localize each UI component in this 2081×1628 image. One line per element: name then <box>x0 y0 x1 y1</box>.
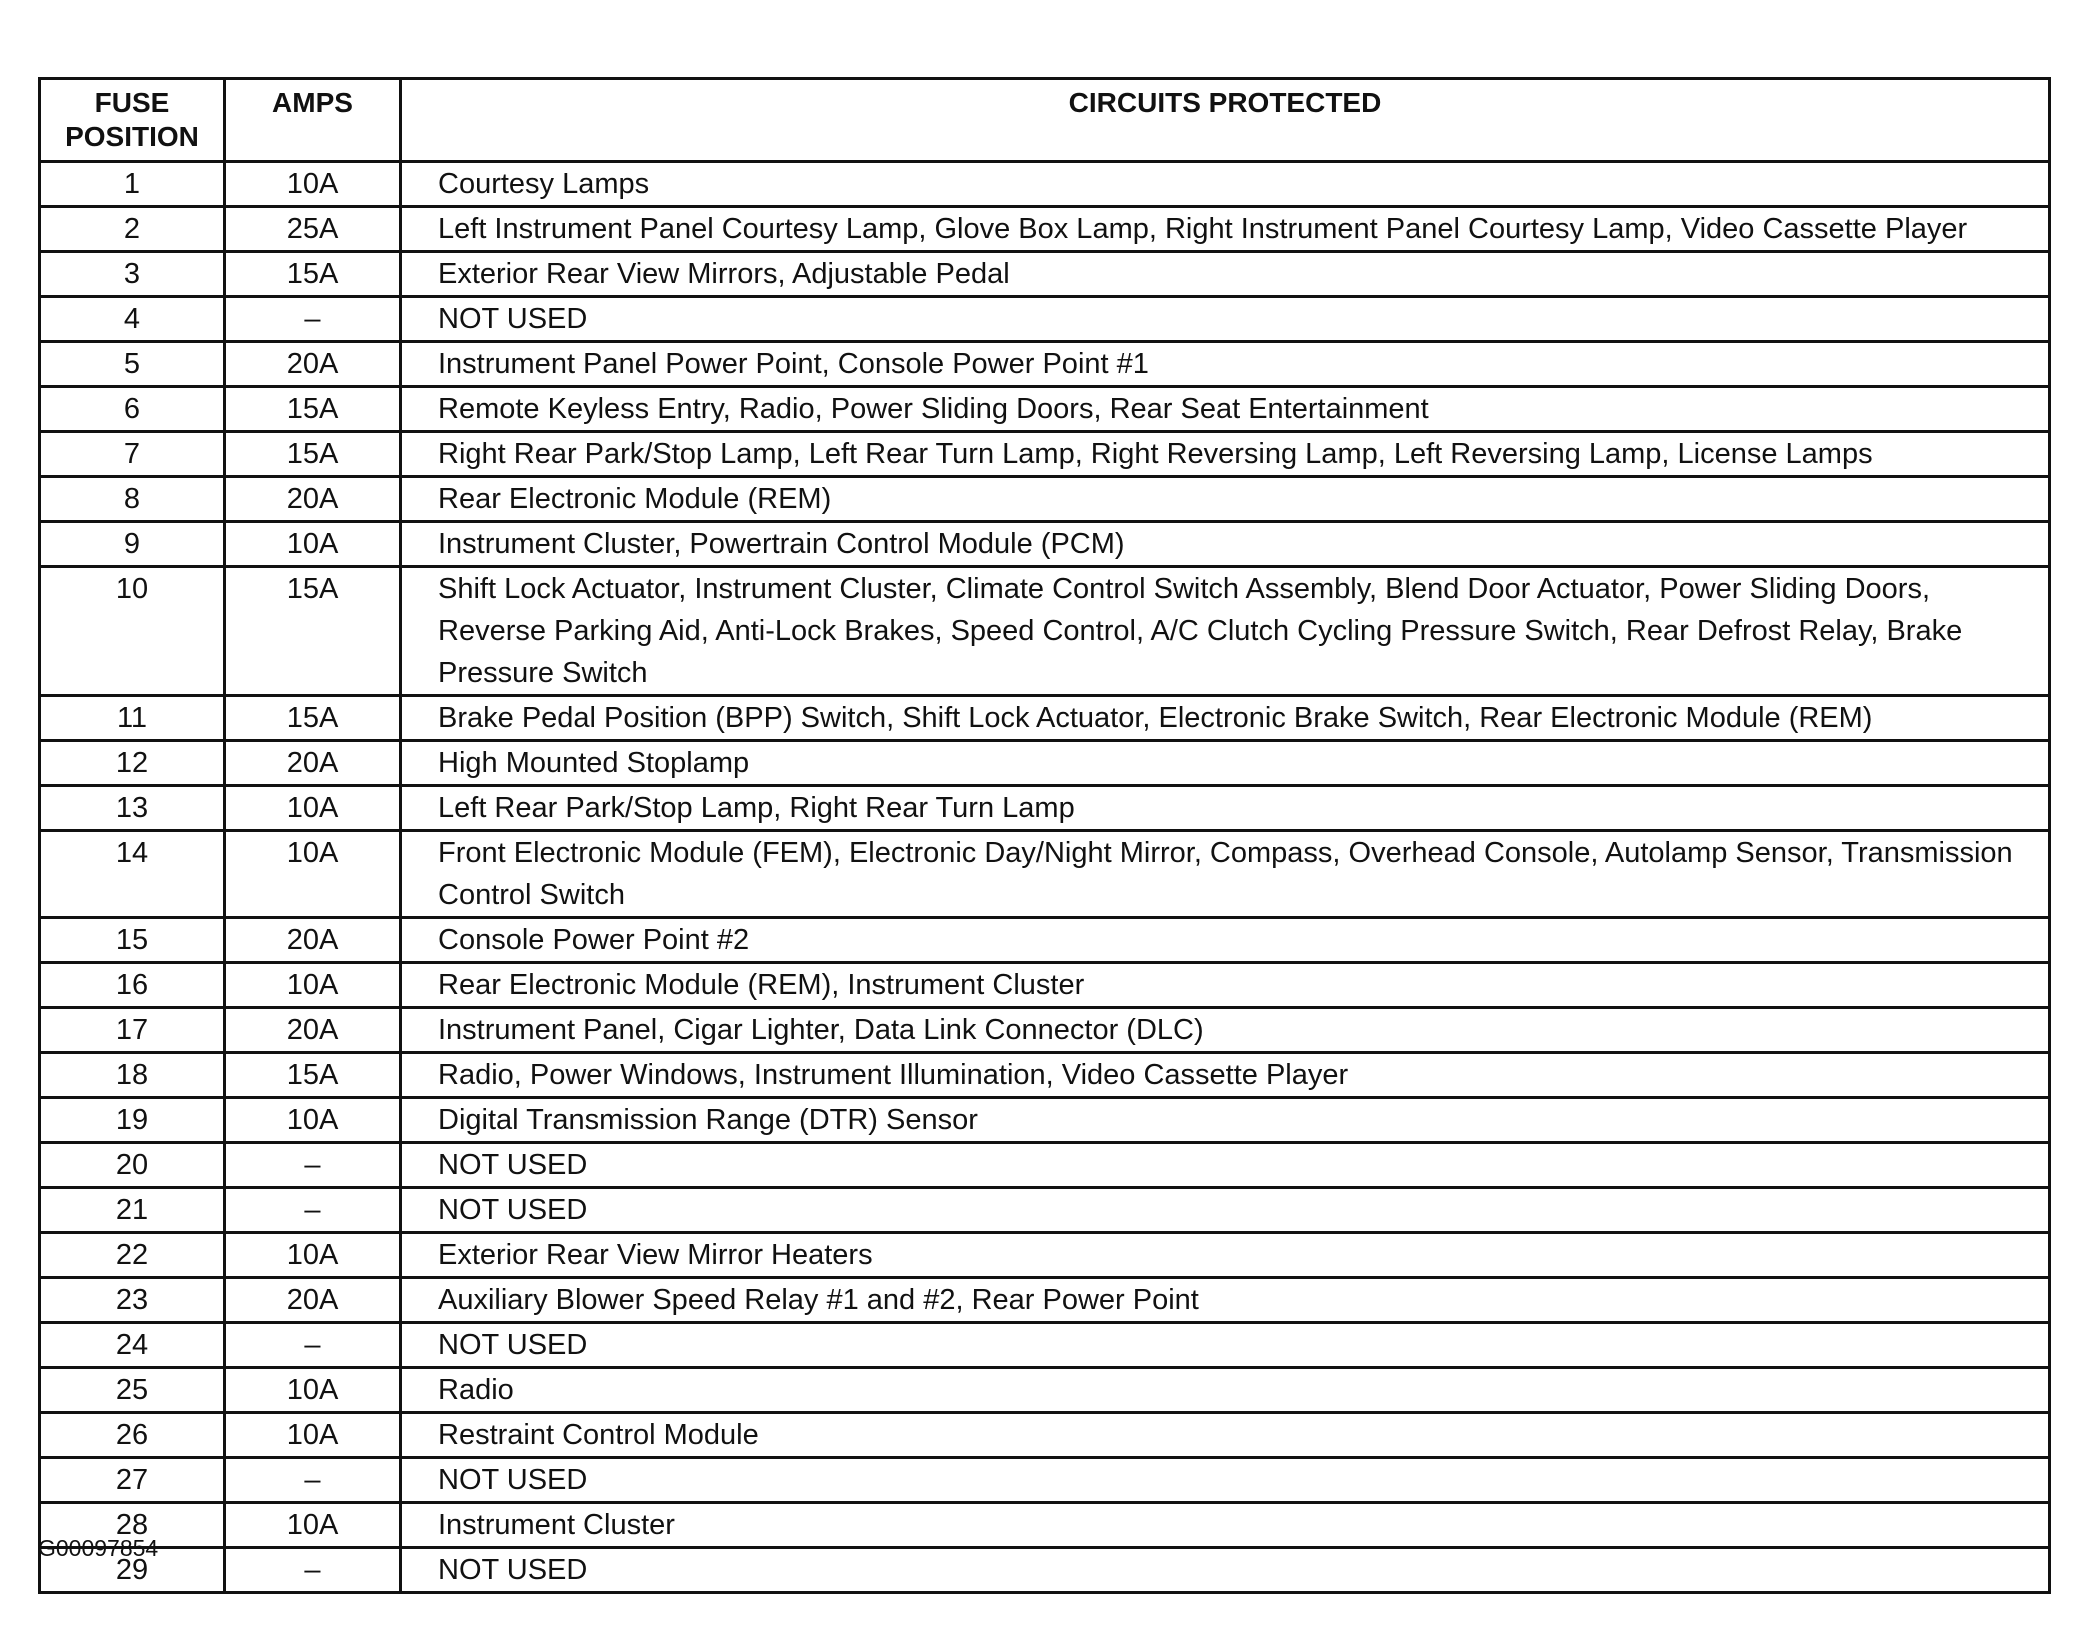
amps-cell: 15A <box>225 387 401 432</box>
amps-cell: 10A <box>225 1098 401 1143</box>
amps-cell: – <box>225 1188 401 1233</box>
fuse-position-cell: 26 <box>40 1413 225 1458</box>
amps-cell: 10A <box>225 162 401 207</box>
fuse-position-cell: 8 <box>40 477 225 522</box>
circuits-cell: NOT USED <box>401 1323 2050 1368</box>
table-row <box>40 1548 2050 1593</box>
table-row <box>40 342 2050 387</box>
amps-cell: 20A <box>225 918 401 963</box>
table-row <box>40 297 2050 342</box>
table-row <box>40 1143 2050 1188</box>
amps-cell: 20A <box>225 342 401 387</box>
circuits-cell: Left Rear Park/Stop Lamp, Right Rear Turn Lamp <box>401 786 2050 831</box>
table-row <box>40 1458 2050 1503</box>
fuse-table <box>38 77 2051 1594</box>
header-amps: AMPS <box>225 79 401 162</box>
table-row <box>40 1188 2050 1233</box>
fuse-position-cell: 11 <box>40 696 225 741</box>
circuits-cell: Left Instrument Panel Courtesy Lamp, Glove Box Lamp, Right Instrument Panel Courtesy Lamp, Video Cassette Player <box>401 207 2050 252</box>
table-row <box>40 162 2050 207</box>
table-row <box>40 963 2050 1008</box>
amps-cell: 15A <box>225 252 401 297</box>
fuse-position-cell: 4 <box>40 297 225 342</box>
amps-cell: 15A <box>225 432 401 477</box>
fuse-position-cell: 22 <box>40 1233 225 1278</box>
table-row <box>40 432 2050 477</box>
circuits-cell: Brake Pedal Position (BPP) Switch, Shift Lock Actuator, Electronic Brake Switch, Rear Electronic Module (REM) <box>401 696 2050 741</box>
fuse-position-cell: 27 <box>40 1458 225 1503</box>
fuse-position-cell: 2 <box>40 207 225 252</box>
amps-cell: 15A <box>225 1053 401 1098</box>
amps-cell: – <box>225 1548 401 1593</box>
circuits-cell: Console Power Point #2 <box>401 918 2050 963</box>
circuits-cell: Shift Lock Actuator, Instrument Cluster, Climate Control Switch Assembly, Blend Door Actuator, Power Sliding Doors, Reverse Parking Aid, Anti-Lock Brakes, Speed Control, A/C Clutch Cycling Pressure Switch, Rear Defrost Relay, Brake Pressure Switch <box>401 567 2050 696</box>
circuits-cell: Rear Electronic Module (REM), Instrument Cluster <box>401 963 2050 1008</box>
table-row <box>40 1368 2050 1413</box>
circuits-cell: NOT USED <box>401 1143 2050 1188</box>
fuse-position-cell: 14 <box>40 831 225 918</box>
circuits-cell: Auxiliary Blower Speed Relay #1 and #2, Rear Power Point <box>401 1278 2050 1323</box>
table-row <box>40 1008 2050 1053</box>
figure-id: G00097854 <box>38 1535 159 1561</box>
fuse-position-cell: 17 <box>40 1008 225 1053</box>
fuse-position-cell: 16 <box>40 963 225 1008</box>
amps-cell: 10A <box>225 786 401 831</box>
circuits-cell: Remote Keyless Entry, Radio, Power Sliding Doors, Rear Seat Entertainment <box>401 387 2050 432</box>
table-body <box>40 162 2050 1593</box>
table-row <box>40 522 2050 567</box>
table-header <box>40 79 2050 162</box>
table-row <box>40 387 2050 432</box>
fuse-position-cell: 6 <box>40 387 225 432</box>
fuse-position-cell: 13 <box>40 786 225 831</box>
table-row <box>40 1098 2050 1143</box>
amps-cell: – <box>225 1458 401 1503</box>
circuits-cell: Instrument Cluster <box>401 1503 2050 1548</box>
circuits-cell: Courtesy Lamps <box>401 162 2050 207</box>
fuse-position-cell: 20 <box>40 1143 225 1188</box>
table-row <box>40 1053 2050 1098</box>
circuits-cell: High Mounted Stoplamp <box>401 741 2050 786</box>
amps-cell: – <box>225 1323 401 1368</box>
table-row <box>40 1233 2050 1278</box>
fuse-position-cell: 29 <box>40 1548 225 1593</box>
fuse-position-cell: 23 <box>40 1278 225 1323</box>
fuse-position-cell: 19 <box>40 1098 225 1143</box>
circuits-cell: Rear Electronic Module (REM) <box>401 477 2050 522</box>
amps-cell: 20A <box>225 741 401 786</box>
table-row <box>40 1323 2050 1368</box>
amps-cell: 25A <box>225 207 401 252</box>
circuits-cell: Right Rear Park/Stop Lamp, Left Rear Turn Lamp, Right Reversing Lamp, Left Reversing Lamp, License Lamps <box>401 432 2050 477</box>
amps-cell: – <box>225 1143 401 1188</box>
table-row <box>40 567 2050 696</box>
fuse-position-cell: 24 <box>40 1323 225 1368</box>
table-row <box>40 1413 2050 1458</box>
circuits-cell: Radio <box>401 1368 2050 1413</box>
table-row <box>40 696 2050 741</box>
fuse-position-cell: 21 <box>40 1188 225 1233</box>
circuits-cell: Instrument Cluster, Powertrain Control Module (PCM) <box>401 522 2050 567</box>
circuits-cell: NOT USED <box>401 1458 2050 1503</box>
table-row <box>40 831 2050 918</box>
table-row <box>40 918 2050 963</box>
header-fuse-position: FUSE POSITION <box>40 79 225 162</box>
circuits-cell: Instrument Panel, Cigar Lighter, Data Link Connector (DLC) <box>401 1008 2050 1053</box>
fuse-position-cell: 28 <box>40 1503 225 1548</box>
table-row <box>40 786 2050 831</box>
fuse-position-cell: 18 <box>40 1053 225 1098</box>
circuits-cell: Restraint Control Module <box>401 1413 2050 1458</box>
circuits-cell: Digital Transmission Range (DTR) Sensor <box>401 1098 2050 1143</box>
table-row <box>40 477 2050 522</box>
table-row <box>40 1503 2050 1548</box>
circuits-cell: NOT USED <box>401 1188 2050 1233</box>
amps-cell: 15A <box>225 567 401 696</box>
table-row <box>40 741 2050 786</box>
amps-cell: 10A <box>225 1503 401 1548</box>
table-row <box>40 207 2050 252</box>
circuits-cell: Exterior Rear View Mirrors, Adjustable Pedal <box>401 252 2050 297</box>
circuits-cell: Radio, Power Windows, Instrument Illumination, Video Cassette Player <box>401 1053 2050 1098</box>
circuits-cell: Instrument Panel Power Point, Console Power Point #1 <box>401 342 2050 387</box>
fuse-position-cell: 7 <box>40 432 225 477</box>
amps-cell: 10A <box>225 831 401 918</box>
amps-cell: 15A <box>225 696 401 741</box>
table-row <box>40 252 2050 297</box>
fuse-position-cell: 3 <box>40 252 225 297</box>
fuse-position-cell: 15 <box>40 918 225 963</box>
table-row <box>40 1278 2050 1323</box>
circuits-cell: Front Electronic Module (FEM), Electronic Day/Night Mirror, Compass, Overhead Console, Autolamp Sensor, Transmission Control Switch <box>401 831 2050 918</box>
circuits-cell: NOT USED <box>401 297 2050 342</box>
amps-cell: 10A <box>225 963 401 1008</box>
amps-cell: 20A <box>225 1278 401 1323</box>
header-row <box>40 79 2050 162</box>
amps-cell: 20A <box>225 1008 401 1053</box>
amps-cell: 10A <box>225 522 401 567</box>
amps-cell: 10A <box>225 1368 401 1413</box>
header-circuits-protected: CIRCUITS PROTECTED <box>401 79 2050 162</box>
fuse-position-cell: 5 <box>40 342 225 387</box>
amps-cell: 10A <box>225 1413 401 1458</box>
fuse-position-cell: 12 <box>40 741 225 786</box>
fuse-position-cell: 25 <box>40 1368 225 1413</box>
circuits-cell: NOT USED <box>401 1548 2050 1593</box>
fuse-position-cell: 10 <box>40 567 225 696</box>
amps-cell: 10A <box>225 1233 401 1278</box>
amps-cell: – <box>225 297 401 342</box>
fuse-position-cell: 1 <box>40 162 225 207</box>
fuse-position-cell: 9 <box>40 522 225 567</box>
circuits-cell: Exterior Rear View Mirror Heaters <box>401 1233 2050 1278</box>
amps-cell: 20A <box>225 477 401 522</box>
